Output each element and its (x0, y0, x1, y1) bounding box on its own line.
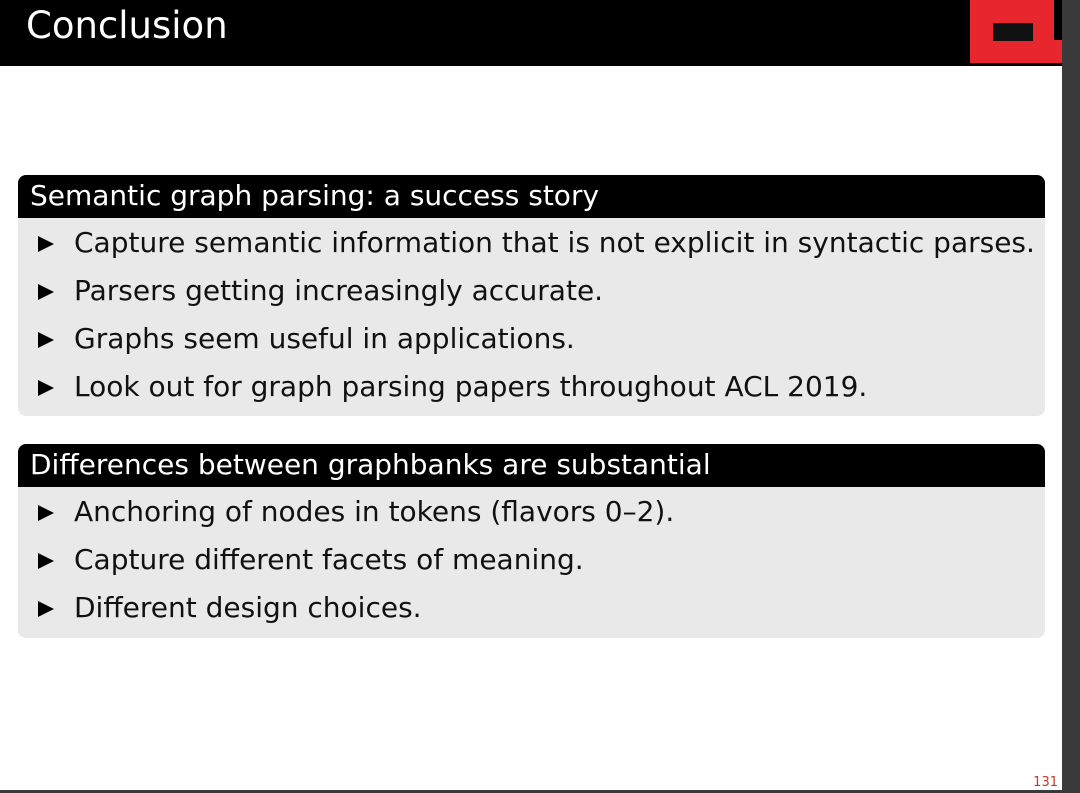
list-item-text: Parsers getting increasingly accurate. (74, 274, 604, 307)
page-number: 131 (1033, 775, 1058, 790)
list-item (18, 363, 1045, 411)
university-logo (970, 0, 1062, 63)
block-body (18, 218, 1045, 416)
block-body (18, 487, 1045, 638)
triangle-bullet-icon (38, 601, 54, 617)
window-edge (1062, 0, 1080, 793)
list-item (18, 584, 1045, 632)
logo-notch-shape (993, 23, 1033, 41)
list-item-text: Capture semantic information that is not explicit in syntactic parses. (74, 226, 1035, 259)
list-item (18, 536, 1045, 584)
list-item (18, 488, 1045, 536)
triangle-bullet-icon (38, 553, 54, 569)
block-title: Semantic graph parsing: a success story (18, 175, 1045, 218)
list-item-text: Graphs seem useful in applications. (74, 322, 575, 355)
list-item (18, 267, 1045, 315)
block-title: Differences between graphbanks are substantial (18, 444, 1045, 487)
list-item-text: Different design choices. (74, 591, 422, 624)
triangle-bullet-icon (38, 332, 54, 348)
logo-bar-shape (1054, 0, 1062, 40)
triangle-bullet-icon (38, 380, 54, 396)
block-semantic-graph-parsing (18, 175, 1045, 416)
list-item (18, 219, 1045, 267)
triangle-bullet-icon (38, 284, 54, 300)
list-item-text: Anchoring of nodes in tokens (flavors 0–2). (74, 495, 675, 528)
list-item-text: Look out for graph parsing papers throughout ACL 2019. (74, 370, 868, 403)
triangle-bullet-icon (38, 505, 54, 521)
list-item-text: Capture different facets of meaning. (74, 543, 584, 576)
triangle-bullet-icon (38, 236, 54, 252)
frame-header (0, 0, 1062, 66)
block-graphbank-differences (18, 444, 1045, 638)
slide-title: Conclusion (26, 4, 228, 47)
list-item (18, 315, 1045, 363)
